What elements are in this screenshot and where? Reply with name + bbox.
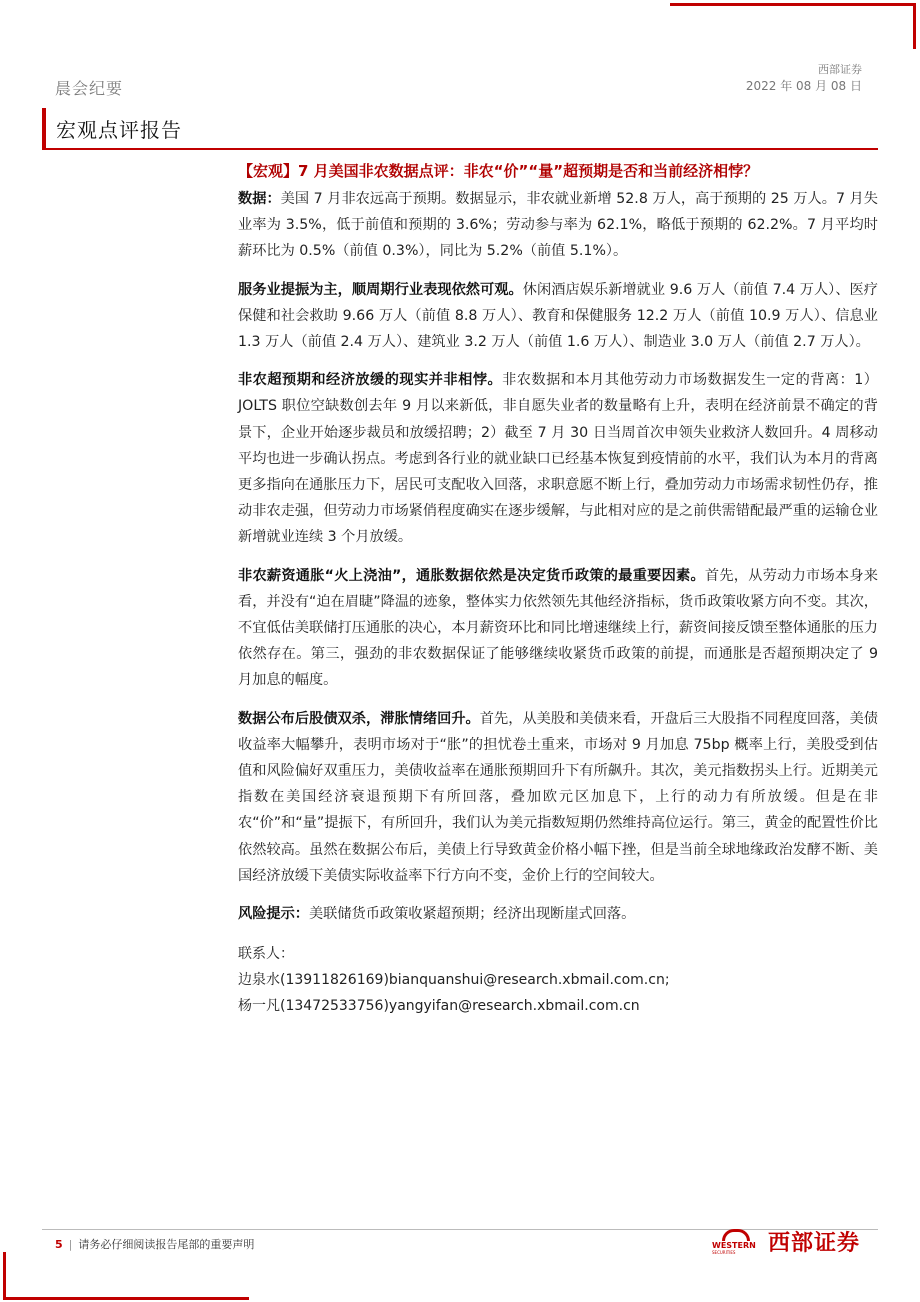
bull-horn-icon [712,1229,762,1255]
logo-text: 西部证券 [768,1231,861,1256]
footer-separator: | [68,1238,73,1251]
paragraph-data [238,186,878,265]
bottom-decor-vertical [3,1252,6,1300]
footer-notice [55,1236,254,1252]
paragraph-lead: 数据： [238,191,281,207]
horn-shape [722,1229,750,1241]
report-title: 宏观点评报告 [56,118,182,142]
contact-line: 杨一凡(13472533756)yangyifan@research.xbmail.com.cn [238,998,640,1015]
contacts-block [238,941,878,1019]
paragraph-services [238,277,878,356]
top-decor-line [670,3,916,6]
paragraph-text: 休闲酒店娱乐新增就业 9.6 万人（前值 7.4 万人）、医疗保健和社会救助 9.66 万人（前值 8.8 万人）、教育和保健服务 12.2 万人（前值 10.9 万人）、信息业 1.3 万人（前值 2.4 万人）、建筑业 3.2 万人（前值 1.6 万人）、制造业 3.0 万人（前值 2.7 万人）。 [238,281,878,351]
paragraph-lead: 风险提示： [238,906,309,923]
title-accent-bar [42,108,46,150]
paragraph-text: 非农数据和本月其他劳动力市场数据发生一定的背离：1）JOLTS 职位空缺数创去年 9 月以来新低，非自愿失业者的数量略有上升，表明在经济前景不确定的背景下，企业开始逐步裁员和放缓招聘；2）截至 7 月 30 日当周首次申领失业救济人数回升。4 周移动平均也进一步确认拐点。考虑到各行业的就业缺口已经基本恢复到疫情前的水平，我们认为本月的背离更多指向在通胀压力下，居民可支配收入回落，求职意愿不断上行，叠加劳动力市场需求韧性仍存，推动非农走强，但劳动力市场紧俏程度确实在逐步缓解，与此相对应的是之前供需错配最严重的运输仓业新增就业连续 3 个月放缓。 [238,372,878,546]
report-date: 2022 年 08 月 08 日 [745,79,862,93]
paragraph-text: 首先，从美股和美债来看，开盘后三大股指不同程度回落，美债收益率大幅攀升，表明市场对于“胀”的担忧卷土重来，市场对 9 月加息 75bp 概率上行，美股受到估值和风险偏好双重压力，美债收益率在通胀预期回升下有所飙升。其次，美元指数拐头上行。近期美元指数在美国经济衰退预期下有所回落，叠加欧元区加息下，上行的动力有所放缓。但是在非农“价”和“量”提振下，有所回升，我们认为美元指数短期仍然维持高位运行。第三，黄金的配置性价比依然较高。虽然在数据公布后，美债上行导致黄金价格小幅下挫，但是当前全球地缘政治发酵不断、美国经济放缓下美债实际收益率下行方向不变，金价上行的空间较大。 [238,710,878,884]
logo-mark-sub: SECURITIES [712,1249,736,1255]
contacts-label: 联系人： [238,946,294,963]
contact-line: 边泉水(13911826169)bianquanshui@research.xbmail.com.cn; [238,972,670,989]
paragraph-risk [238,901,878,927]
page-number: 5 [55,1238,63,1251]
article-headline: 【宏观】7 月美国非农数据点评：非农“价”“量”超预期是否和当前经济相悖？ [238,162,759,180]
top-decor-vertical [913,3,916,49]
paragraph-text: 美联储货币政策收紧超预期；经济出现断崖式回落。 [308,906,636,923]
company-name: 西部证券 [818,63,862,76]
paragraph-lead: 服务业提振为主，顺周期行业表现依然可观。 [238,281,523,298]
paragraph-text: 美国 7 月非农远高于预期。数据显示，非农就业新增 52.8 万人，高于预期的 25 万人。7 月失业率为 3.5%，低于前值和预期的 3.6%；劳动参与率为 62.1%，略低于预期的 62.2%。7 月平均时薪环比为 0.5%（前值 0.3%），同比为 5.2%（前值 5.1%）。 [238,191,878,260]
section-label: 晨会纪要 [55,79,124,98]
paragraph-text: 首先，从劳动力市场本身来看，并没有“迫在眉睫”降温的迹象，整体实力依然领先其他经济指标，货币政策收紧方向不变。其次，不宜低估美联储打压通胀的决心，本月薪资环比和同比增速继续上行，薪资间接反馈至整体通胀的压力依然存在。第三，强劲的非农数据保证了能够继续收紧货币政策的前提，而通胀是否超预期决定了 9 月加息的幅度。 [238,567,878,689]
paragraph-lead: 非农薪资通胀“火上浇油”，通胀数据依然是决定货币政策的最重要因素。 [238,567,705,584]
company-logo [712,1226,860,1257]
logo-mark-main: WESTERN [712,1240,756,1250]
article-body [238,158,878,1019]
title-underline [42,148,878,150]
paragraph-wage-inflation [238,563,878,694]
paragraph-market-reaction [238,706,878,889]
paragraph-divergence [238,367,878,550]
bottom-decor-line [3,1297,249,1300]
paragraph-lead: 非农超预期和经济放缓的现实并非相悖。 [238,372,503,389]
disclaimer-notice: 请务必仔细阅读报告尾部的重要声明 [78,1238,255,1251]
paragraph-lead: 数据公布后股债双杀，滞胀情绪回升。 [238,710,480,727]
header-meta [746,62,862,94]
